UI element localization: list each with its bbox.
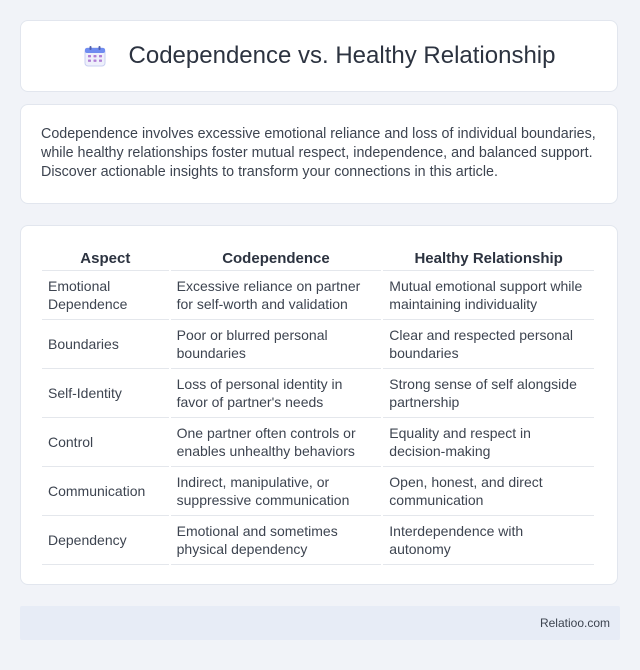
table-row — [42, 271, 594, 320]
page-title: Codependence vs. Healthy Relationship — [128, 42, 556, 69]
cell-aspect: Emotional Dependence — [42, 271, 169, 320]
cell-aspect: Boundaries — [42, 320, 169, 369]
table-row — [42, 516, 594, 565]
cell-healthy: Interdependence with autonomy — [383, 516, 594, 565]
cell-healthy: Mutual emotional support while maintaining individuality — [383, 271, 594, 320]
cell-codependence: Excessive reliance on partner for self-worth and validation — [171, 271, 382, 320]
footer-brand[interactable]: Relatioo.com — [539, 616, 610, 630]
cell-aspect: Dependency — [42, 516, 169, 565]
header-healthy-relationship: Healthy Relationship — [383, 246, 594, 271]
cell-healthy: Clear and respected personal boundaries — [383, 320, 594, 369]
table-header-row — [42, 246, 594, 271]
cell-healthy: Strong sense of self alongside partnership — [383, 369, 594, 418]
cell-codependence: One partner often controls or enables unhealthy behaviors — [171, 418, 382, 467]
title-wrap — [83, 42, 556, 70]
cell-codependence: Loss of personal identity in favor of partner's needs — [171, 369, 382, 418]
footer — [20, 606, 620, 640]
cell-codependence: Indirect, manipulative, or suppressive communication — [171, 467, 382, 516]
header-codependence: Codependence — [171, 246, 382, 271]
intro-text: Codependence involves excessive emotional reliance and loss of individual boundaries, while healthy relationships foster mutual respect, independence, and balanced support. Discover actionable insights to transform your connections in this article. — [41, 126, 596, 180]
table-row — [42, 320, 594, 369]
cell-codependence: Poor or blurred personal boundaries — [171, 320, 382, 369]
table-row — [42, 369, 594, 418]
comparison-table — [40, 246, 596, 565]
cell-aspect: Control — [42, 418, 169, 467]
cell-healthy: Equality and respect in decision-making — [383, 418, 594, 467]
table-row — [42, 467, 594, 516]
header-aspect: Aspect — [42, 246, 169, 271]
intro-card — [20, 104, 618, 204]
cell-aspect: Communication — [42, 467, 169, 516]
calendar-icon — [83, 44, 107, 68]
cell-codependence: Emotional and sometimes physical dependency — [171, 516, 382, 565]
title-card — [20, 20, 618, 92]
comparison-card — [20, 225, 618, 585]
cell-healthy: Open, honest, and direct communication — [383, 467, 594, 516]
cell-aspect: Self-Identity — [42, 369, 169, 418]
table-row — [42, 418, 594, 467]
